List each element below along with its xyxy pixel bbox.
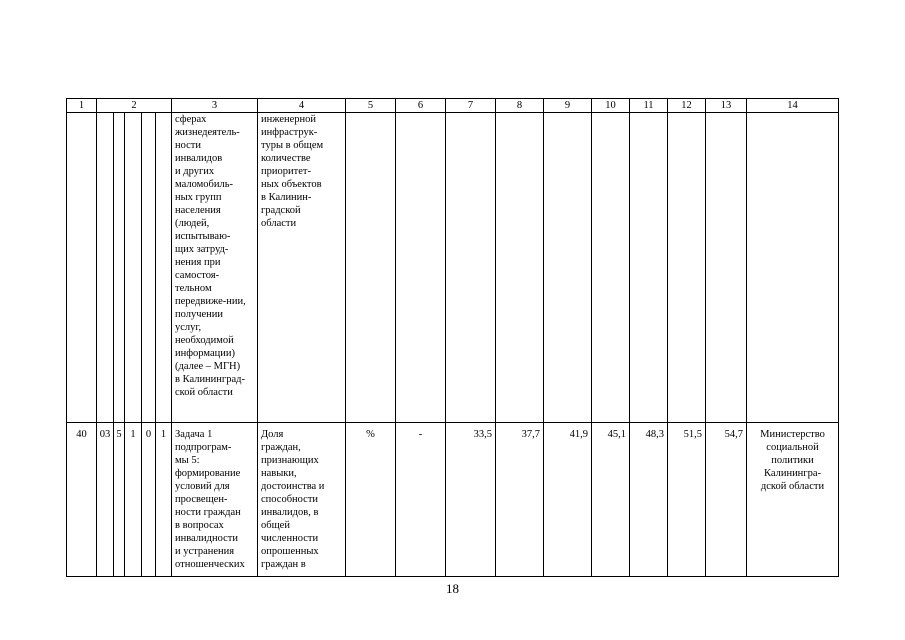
line: инфраструк- bbox=[261, 127, 318, 138]
header-cell: 9 bbox=[544, 99, 592, 113]
value-cell: 45,1 bbox=[592, 423, 630, 577]
line: Калинингра- bbox=[763, 468, 822, 479]
base-value-cell: - bbox=[396, 423, 446, 577]
line: мы 5: bbox=[175, 455, 200, 466]
line: (людей, bbox=[175, 218, 210, 229]
header-cell: 1 bbox=[67, 99, 97, 113]
line: просвещен- bbox=[175, 494, 228, 505]
unit-cell: % bbox=[346, 423, 396, 577]
line: испытываю- bbox=[175, 231, 231, 242]
header-cell: 13 bbox=[706, 99, 747, 113]
line: политики bbox=[771, 455, 814, 466]
header-cell: 10 bbox=[592, 99, 630, 113]
line: ных объектов bbox=[261, 179, 322, 190]
line: граждан в bbox=[261, 559, 306, 570]
cont-indicator-cell bbox=[258, 113, 346, 423]
line: градской bbox=[261, 205, 301, 216]
table-row-40 bbox=[67, 423, 839, 577]
line: условий для bbox=[175, 481, 230, 492]
row-number: 40 bbox=[67, 423, 97, 577]
line: формирование bbox=[175, 468, 241, 479]
responsible-cell bbox=[747, 423, 839, 577]
line: Задача 1 bbox=[175, 429, 213, 440]
value-cell: 54,7 bbox=[706, 423, 747, 577]
line: области bbox=[261, 218, 297, 229]
header-cell: 11 bbox=[630, 99, 668, 113]
line: Доля bbox=[261, 429, 284, 440]
code-cell: 0 bbox=[142, 423, 156, 577]
line: жизнедеятель- bbox=[175, 127, 240, 138]
line: опрошенных bbox=[261, 546, 319, 557]
line: инженерной bbox=[261, 114, 317, 125]
line: общей bbox=[261, 520, 290, 531]
code-cell: 5 bbox=[114, 423, 125, 577]
line: подпрограм- bbox=[175, 442, 232, 453]
line: ности bbox=[175, 140, 201, 151]
code-cell: 03 bbox=[97, 423, 114, 577]
page-number: 18 bbox=[446, 581, 459, 596]
line: ности граждан bbox=[175, 507, 241, 518]
line: нения при bbox=[175, 257, 221, 268]
header-cell: 3 bbox=[172, 99, 258, 113]
line: достоинства и bbox=[261, 481, 325, 492]
header-cell: 7 bbox=[446, 99, 496, 113]
task-name-cell bbox=[172, 423, 258, 577]
line: признающих bbox=[261, 455, 319, 466]
line: инвалидов, в bbox=[261, 507, 319, 518]
line: передвиже-нии, bbox=[175, 296, 246, 307]
line: в вопросах bbox=[175, 520, 224, 531]
line: получении bbox=[175, 309, 224, 320]
value-cell: 33,5 bbox=[446, 423, 496, 577]
line: и других bbox=[175, 166, 215, 177]
line: ской области bbox=[175, 387, 233, 398]
line: маломобиль- bbox=[175, 179, 233, 190]
header-cell: 6 bbox=[396, 99, 446, 113]
header-cell: 5 bbox=[346, 99, 396, 113]
line: социальной bbox=[766, 442, 819, 453]
line: способности bbox=[261, 494, 319, 505]
header-cell: 14 bbox=[747, 99, 839, 113]
line: инвалидов bbox=[175, 153, 223, 164]
header-cell: 8 bbox=[496, 99, 544, 113]
line: информации) bbox=[175, 348, 235, 359]
line: в Калининград- bbox=[175, 374, 245, 385]
code-cell: 1 bbox=[125, 423, 142, 577]
line: дской области bbox=[760, 481, 825, 492]
indicator-cell bbox=[258, 423, 346, 577]
line: количестве bbox=[261, 153, 311, 164]
line: инвалидности bbox=[175, 533, 239, 544]
value-cell: 48,3 bbox=[630, 423, 668, 577]
value-cell: 41,9 bbox=[544, 423, 592, 577]
line: численности bbox=[261, 533, 319, 544]
indicators-table bbox=[66, 98, 839, 577]
line: щих затруд- bbox=[175, 244, 229, 255]
line: самостоя- bbox=[175, 270, 220, 281]
table-row-continued bbox=[67, 113, 839, 423]
value-cell: 51,5 bbox=[668, 423, 706, 577]
line: Министерство bbox=[760, 429, 825, 440]
header-cell: 12 bbox=[668, 99, 706, 113]
header-row bbox=[67, 99, 839, 113]
header-cell: 2 bbox=[97, 99, 172, 113]
line: услуг, bbox=[175, 322, 202, 333]
line: необходимой bbox=[175, 335, 234, 346]
line: (далее – МГН) bbox=[175, 361, 241, 372]
line: и устранения bbox=[175, 546, 235, 557]
value-cell: 37,7 bbox=[496, 423, 544, 577]
line: отношенческих bbox=[175, 559, 245, 570]
line: населения bbox=[175, 205, 221, 216]
line: ных групп bbox=[175, 192, 222, 203]
line: в Калинин- bbox=[261, 192, 312, 203]
line: туры в общем bbox=[261, 140, 324, 151]
cont-name-cell bbox=[172, 113, 258, 423]
line: сферах bbox=[175, 114, 207, 125]
code-cell: 1 bbox=[156, 423, 172, 577]
header-cell: 4 bbox=[258, 99, 346, 113]
line: тельном bbox=[175, 283, 212, 294]
line: граждан, bbox=[261, 442, 301, 453]
line: навыки, bbox=[261, 468, 297, 479]
line: приоритет- bbox=[261, 166, 311, 177]
